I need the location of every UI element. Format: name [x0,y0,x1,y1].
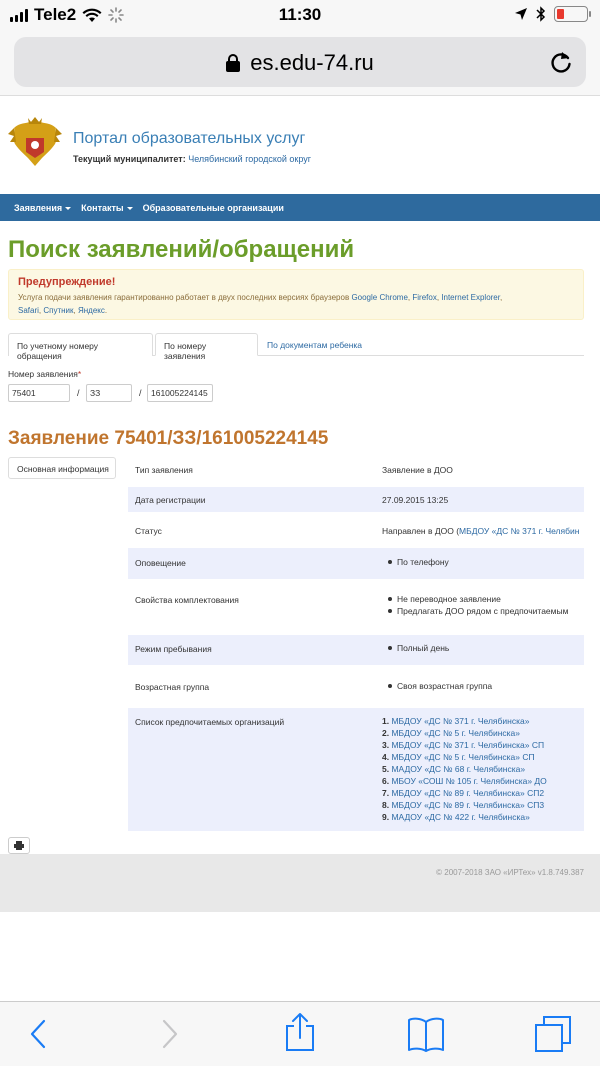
org-number: 8. [382,800,390,810]
status-org-link[interactable]: МБДОУ «ДС № 371 г. Челябин [459,526,580,536]
detail-label: Дата регистрации [135,495,206,505]
detail-row-orgs [128,708,584,831]
detail-label: Список предпочитаемых организаций [135,717,285,727]
nav-organizations[interactable]: Образовательные организации [142,202,284,213]
detail-label: Статус [135,526,162,536]
org-number: 7. [382,788,390,798]
detail-row-date [128,487,584,512]
application-title: Заявление 75401/ЗЗ/161005224145 [8,428,329,449]
caret-down-icon [127,207,133,210]
detail-label: Возрастная группа [135,682,210,692]
tab-main-info[interactable]: Основная информация [8,457,116,479]
detail-value [382,593,584,617]
org-link[interactable]: МБДОУ «ДС № 371 г. Челябинска» СП [391,740,545,750]
org-link[interactable]: МБДОУ «ДС № 5 г. Челябинска» СП [391,752,535,762]
org-number: 2. [382,728,390,738]
org-link[interactable]: МБДОУ «ДС № 5 г. Челябинска» [391,728,521,738]
warning-title: Предупреждение! [18,276,116,288]
warning-message: Услуга подачи заявления гарантированно работает в двух последних версиях браузеров [18,293,350,302]
org-number: 4. [382,752,390,762]
status-right [514,6,588,22]
application-details [128,457,584,831]
browser-link-yandex[interactable]: Яндекс [77,306,105,315]
municipality-label: Текущий муниципалитет: [73,154,186,164]
org-link[interactable]: МАДОУ «ДС № 422 г. Челябинска» [391,812,530,822]
list-item: Своя возрастная группа [382,680,584,692]
battery-icon [554,6,588,22]
list-item: Предлагать ДОО рядом с предпочитаемым [382,605,584,617]
list-item [382,727,584,739]
status-bar [0,0,600,32]
browser-link-firefox[interactable]: Firefox [412,293,437,302]
browser-address-area [0,32,600,96]
warning-alert [8,269,584,320]
detail-label: Оповещение [135,558,186,568]
reload-icon[interactable] [548,49,574,75]
org-link[interactable]: МБДОУ «ДС № 89 г. Челябинска» СП3 [391,800,545,810]
nav-contacts[interactable] [81,203,132,213]
clock: 11:30 [278,5,322,24]
footer-copyright: © 2007-2018 ЗАО «ИРТех» v1.8.749.387 [436,868,584,877]
detail-row-age [128,665,584,708]
list-item [382,799,584,811]
list-item [382,763,584,775]
lock-icon [226,54,240,72]
municipality-info [73,154,311,164]
caret-down-icon [65,207,71,210]
search-tabs [8,333,584,361]
tab-by-account-number[interactable]: По учетному номеру обращения [8,333,153,356]
list-item [382,811,584,823]
carrier-label: Tele2 [34,5,77,24]
bookmarks-icon[interactable] [407,1016,445,1052]
separator: / [139,388,142,398]
url-display[interactable] [14,50,586,76]
location-icon [514,7,528,21]
footer [0,854,600,912]
org-number: 5. [382,764,390,774]
nav-contacts-label: Контакты [81,202,124,213]
field-label-text: Номер заявления [8,369,78,379]
detail-value [382,680,584,692]
bluetooth-icon [536,6,546,22]
org-link[interactable]: МБДОУ «ДС № 89 г. Челябинска» СП2 [391,788,545,798]
portal-title[interactable]: Портал образовательных услуг [73,130,306,147]
detail-row-type [128,457,584,487]
org-list [382,715,584,823]
print-button[interactable] [8,837,30,854]
browser-link-sputnik[interactable]: Спутник [43,306,74,315]
list-item [382,739,584,751]
address-bar[interactable] [14,37,586,87]
application-number-part2[interactable]: ЗЗ [86,384,132,402]
site-header [0,96,600,194]
tab-by-application-number[interactable]: По номеру заявления [155,333,258,356]
tabs-icon[interactable] [534,1015,572,1053]
list-item: Полный день [382,642,584,654]
org-number: 3. [382,740,390,750]
application-number-label [8,369,81,379]
nav-applications[interactable] [14,203,71,213]
org-number: 9. [382,812,390,822]
status-text: Направлен в ДОО ( [382,526,460,536]
list-item: По телефону [382,556,584,568]
main-navbar [0,194,600,221]
url-text: es.edu-74.ru [250,50,374,75]
detail-value [382,642,584,654]
org-link[interactable]: МАДОУ «ДС № 68 г. Челябинска» [391,764,526,774]
back-icon[interactable] [28,1018,48,1050]
browser-toolbar [0,1001,600,1066]
page-title: Поиск заявлений/обращений [8,236,355,263]
detail-row-mode [128,635,584,665]
detail-value: Заявление в ДОО [382,465,453,475]
browser-link-safari[interactable]: Safari [18,306,39,315]
detail-row-status [128,512,584,548]
org-link[interactable]: МБДОУ «ДС № 371 г. Челябинска» [391,716,530,726]
nav-applications-label: Заявления [14,202,63,213]
browser-link-ie[interactable]: Internet Explorer [441,293,500,302]
separator: / [77,388,80,398]
detail-row-notify [128,548,584,579]
detail-label: Режим пребывания [135,644,212,654]
tab-by-child-documents[interactable]: По документам ребенка [267,340,363,350]
detail-label: Свойства комплектования [135,595,239,605]
detail-label: Тип заявления [135,465,193,475]
forward-icon[interactable] [160,1018,180,1050]
list-item: Не переводное заявление [382,593,584,605]
print-icon [9,838,29,853]
application-number-part3[interactable]: 161005224145 [147,384,213,402]
municipality-link[interactable]: Челябинский городской округ [188,154,312,164]
warning-text: Услуга подачи заявления гарантированно работает в двух последних версиях браузеров Google Chrome, Firefox, Internet Explorer, Safari, Спутник, Яндекс. [18,293,503,315]
org-number: 6. [382,776,390,786]
required-mark: * [77,369,82,379]
list-item [382,787,584,799]
list-item [382,715,584,727]
application-number-part1[interactable]: 75401 [8,384,70,402]
detail-value [382,556,584,568]
list-item [382,775,584,787]
detail-row-props [128,579,584,635]
org-link[interactable]: МБОУ «СОШ № 105 г. Челябинска» ДО [391,776,547,786]
browser-link-chrome[interactable]: Google Chrome [351,293,408,302]
detail-value: 27.09.2015 13:25 [382,495,449,505]
detail-value [382,526,584,536]
share-icon[interactable] [284,1012,316,1052]
detail-value [382,715,584,823]
org-number: 1. [382,716,390,726]
emblem-icon[interactable] [6,114,64,172]
list-item [382,751,584,763]
